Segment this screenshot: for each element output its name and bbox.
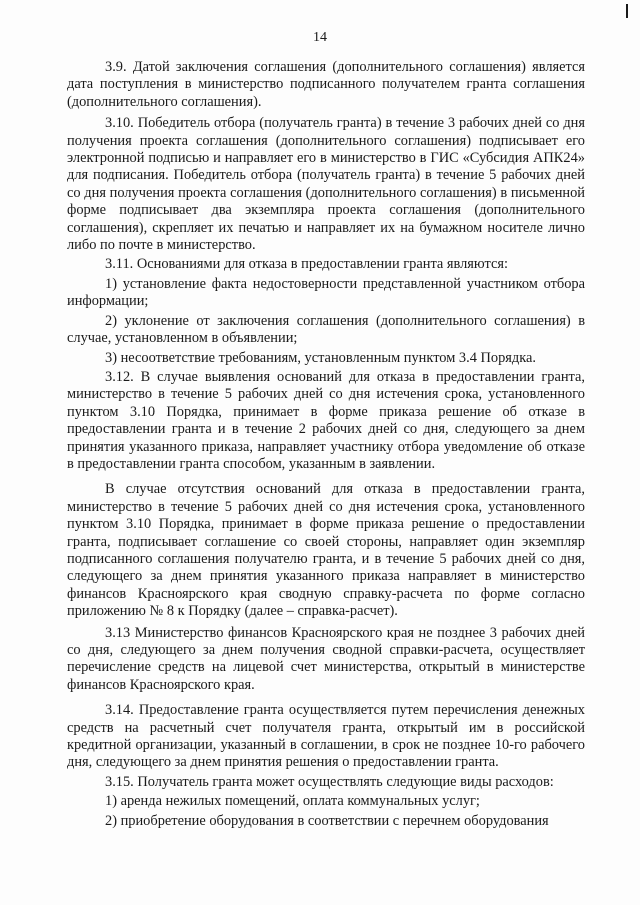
list-item-expense-2: 2) приобретение оборудования в соответствии с перечнем оборудования — [105, 812, 549, 829]
list-item-expense-1: 1) аренда нежилых помещений, оплата коммунальных услуг; — [105, 793, 480, 810]
list-item-refusal-1: 1) установление факта недостоверности представленной участником отбора информации; — [67, 275, 585, 310]
list-item-refusal-2: 2) уклонение от заключения соглашения (дополнительного соглашения) в случае, установленном в объявлении; — [67, 312, 585, 347]
paragraph-3-12: 3.12. В случае выявления оснований для отказа в предоставлении гранта, министерство в течение 5 рабочих дней со дня истечения срока, установленного пунктом 3.10 Порядка, принимает в форме приказа решение об отказе в предоставлении гранта и в течение 2 рабочих дней со дня, следующего за днем принятия указанного приказа, направляет участнику отбора уведомление об отказе в предоставлении гранта способом, указанным в заявлении. — [67, 368, 585, 472]
paragraph-3-15: 3.15. Получатель гранта может осуществлять следующие виды расходов: — [105, 773, 554, 790]
list-item-refusal-3: 3) несоответствие требованиям, установленным пунктом 3.4 Порядка. — [105, 349, 536, 366]
page-number: 14 — [313, 30, 327, 45]
paragraph-3-9: 3.9. Датой заключения соглашения (дополнительного соглашения) является дата поступления в министерство подписанного получателем гранта соглашения (дополнительного соглашения). — [67, 59, 585, 110]
document-body — [67, 59, 585, 830]
paragraph-3-14: 3.14. Предоставление гранта осуществляется путем перечисления денежных средств на расчетный счет получателя гранта, открытый им в российской кредитной организации, указанный в соглашении, в срок не позднее 10-го рабочего дня, следующего за днем принятия решения о предоставлении гранта. — [67, 702, 585, 771]
paragraph-3-10: 3.10. Победитель отбора (получатель гранта) в течение 3 рабочих дней со дня получения проекта соглашения (дополнительного соглашения) подписывает его электронной подписью и направляет его в министерство в ГИС «Субсидия АПК24» для подписания. Победитель отбора (получатель гранта) в течение 5 рабочих дней со дня получения проекта соглашения (дополнительного соглашения) в письменной форме подписывает два экземпляра проекта соглашения (дополнительного соглашения), скрепляет их печатью и направляет их на бумажном носителе лично либо по почте в министерство. — [67, 115, 585, 254]
paragraph-3-13: 3.13 Министерство финансов Красноярского края не позднее 3 рабочих дней со дня, следующего за днем получения сводной справки-расчета, осуществляет перечисление средств на лицевой счет министерства, открытый в министерстве финансов Красноярского края. — [67, 624, 585, 693]
paragraph-3-12-continued: В случае отсутствия оснований для отказа в предоставлении гранта, министерство в течение 5 рабочих дней со дня истечения срока, установленного пунктом 3.10 Порядка, принимает в форме приказа решение о предоставлении гранта, подписывает соглашение со своей стороны, направляет один экземпляр подписанного соглашения получателю гранта, и в течение 5 рабочих дней со дня, следующего за днем принятия указанного приказа направляет в министерство финансов Красноярского края сводную справку-расчета по форме согласно приложению № 8 к Порядку (далее – справка-расчет). — [67, 481, 585, 620]
paragraph-3-11: 3.11. Основаниями для отказа в предоставлении гранта являются: — [105, 256, 508, 273]
scan-edge-mark — [626, 4, 628, 18]
